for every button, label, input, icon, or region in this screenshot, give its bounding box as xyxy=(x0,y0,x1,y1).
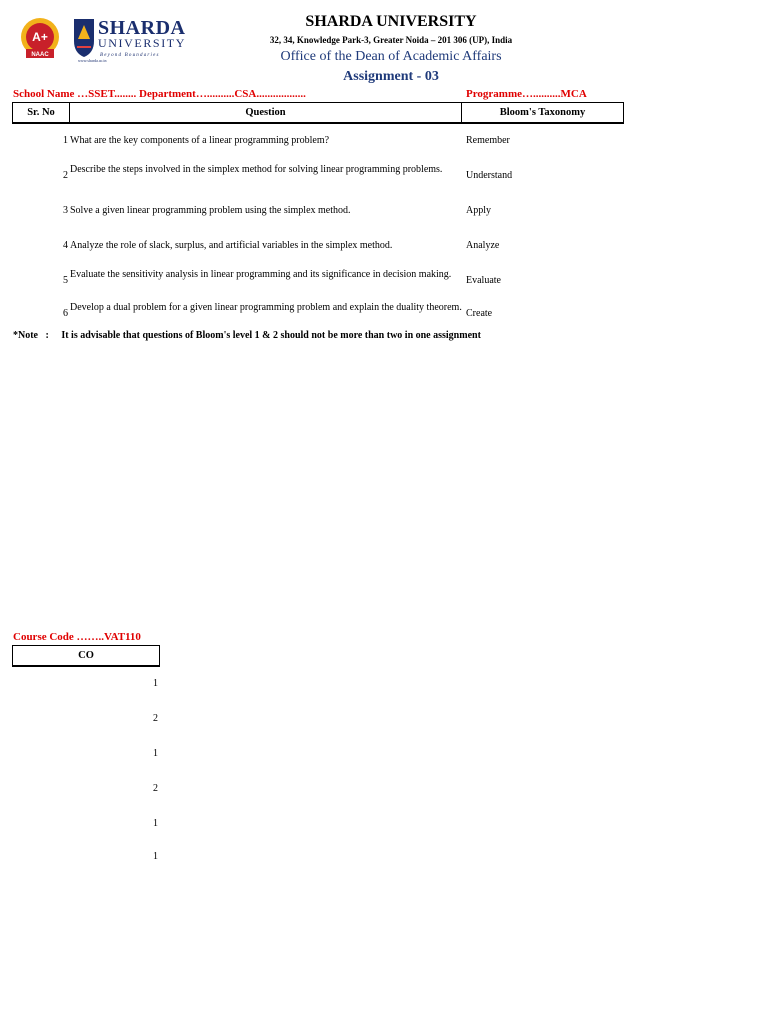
row-question: Evaluate the sensitivity analysis in linear programming and its significance in decision making. xyxy=(70,269,452,280)
assignment-title: Assignment - 03 xyxy=(343,69,439,84)
row-question: Analyze the role of slack, surplus, and artificial variables in the simplex method. xyxy=(70,240,393,251)
row-number: 3 xyxy=(63,205,68,216)
row-number: 6 xyxy=(63,308,68,319)
row-blooms: Evaluate xyxy=(466,275,501,286)
row-number: 4 xyxy=(63,240,68,251)
naac-grade: A+ xyxy=(32,30,48,44)
row-blooms: Understand xyxy=(466,170,513,181)
row-question: What are the key components of a linear programming problem? xyxy=(70,135,330,146)
university-address: 32, 34, Knowledge Park-3, Greater Noida – 201 306 (UP), India xyxy=(269,35,513,45)
logo-sub: UNIVERSITY xyxy=(98,36,186,50)
school-department-line: School Name …SSET........ Department…..........CSA.................. xyxy=(13,88,306,100)
co-value: 1 xyxy=(153,748,158,759)
row-blooms: Analyze xyxy=(466,240,500,251)
row-blooms: Remember xyxy=(466,135,510,146)
row-number: 2 xyxy=(63,170,68,181)
row-question: Solve a given linear programming problem using the simplex method. xyxy=(70,205,351,216)
row-blooms: Create xyxy=(466,308,493,319)
header-blooms-taxonomy: Bloom's Taxonomy xyxy=(461,102,624,124)
header-sr-no: Sr. No xyxy=(12,102,70,124)
row-number: 1 xyxy=(63,135,68,146)
row-blooms: Apply xyxy=(466,205,491,216)
note-text: It is advisable that questions of Bloom's level 1 & 2 should not be more than two in one assignment xyxy=(61,330,481,341)
programme-line: Programme…..........MCA xyxy=(466,88,587,100)
header-co: CO xyxy=(12,645,160,667)
row-number: 5 xyxy=(63,275,68,286)
note xyxy=(13,330,481,341)
logo-word: SHARDA xyxy=(98,17,186,39)
co-value: 1 xyxy=(153,818,158,829)
naac-label: NAAC xyxy=(31,52,49,58)
university-title: SHARDA UNIVERSITY xyxy=(305,13,477,30)
course-code-line: Course Code ……..VAT110 xyxy=(13,631,141,643)
row-question: Describe the steps involved in the simplex method for solving linear programming problems. xyxy=(70,164,443,175)
logo-url: www.sharda.ac.in xyxy=(78,58,107,63)
row-question: Develop a dual problem for a given linear programming problem and explain the duality theorem. xyxy=(70,302,462,313)
note-label: *Note : xyxy=(13,330,49,341)
header-question: Question xyxy=(69,102,462,124)
logo-tagline: Beyond Boundaries xyxy=(100,53,160,58)
co-value: 1 xyxy=(153,851,158,862)
office-title: Office of the Dean of Academic Affairs xyxy=(280,49,502,64)
co-value: 1 xyxy=(153,678,158,689)
co-value: 2 xyxy=(153,783,158,794)
co-value: 2 xyxy=(153,713,158,724)
